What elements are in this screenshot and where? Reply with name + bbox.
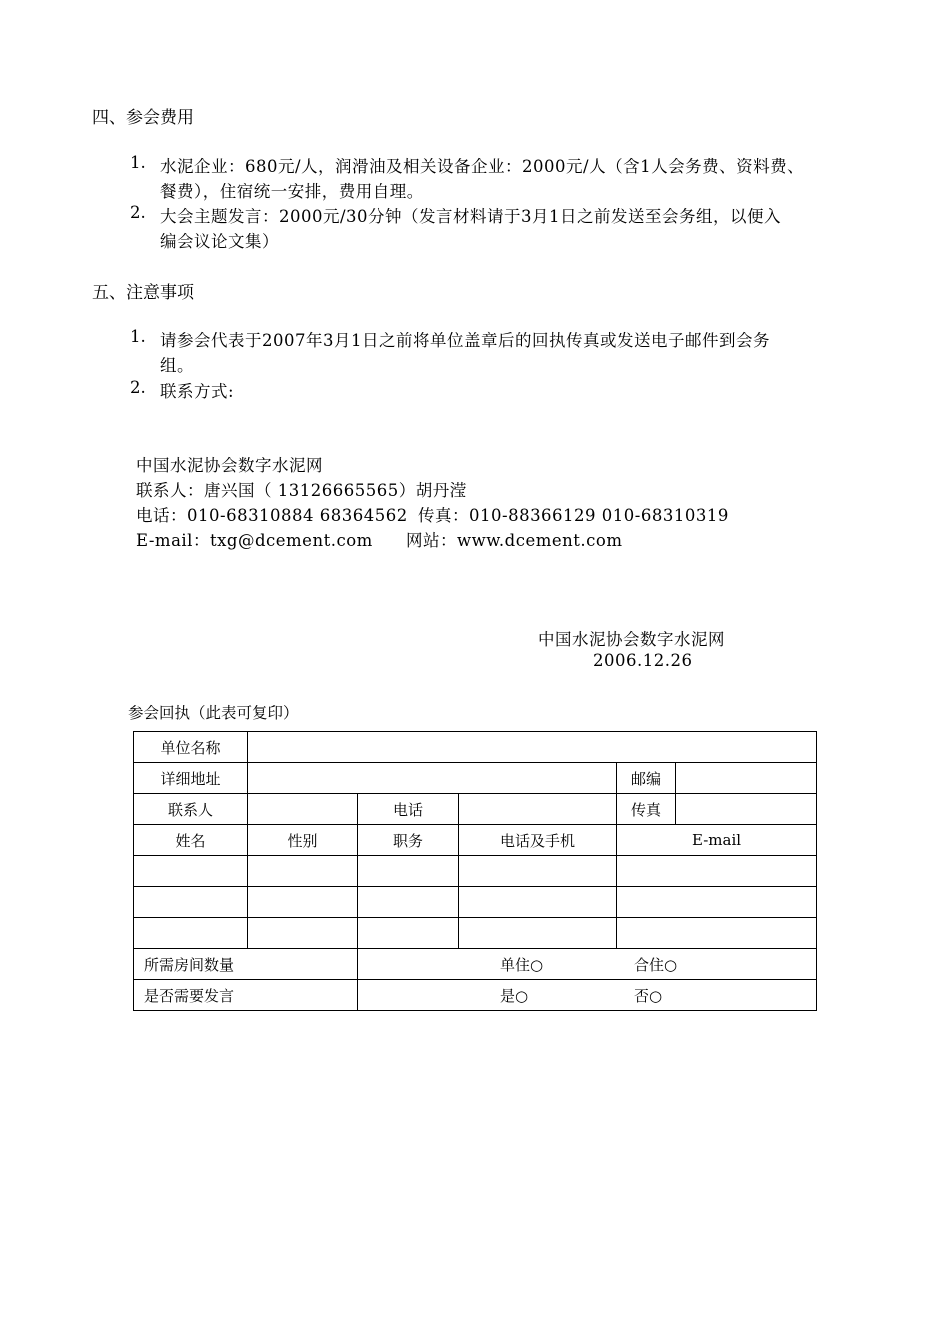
fax-field[interactable] bbox=[676, 794, 817, 825]
speech-label: 是否需要发言 bbox=[134, 980, 358, 1011]
signature-org: 中国水泥协会数字水泥网 bbox=[538, 630, 725, 649]
form-title: 参会回执（此表可复印） bbox=[128, 704, 299, 722]
contact-fax bbox=[418, 502, 729, 526]
list-item-text: 联系方式: bbox=[160, 382, 235, 401]
section-4-heading: 四、参会费用 bbox=[92, 108, 194, 128]
rooms-options bbox=[358, 949, 817, 980]
phone-field[interactable] bbox=[459, 794, 617, 825]
form-row-speech bbox=[134, 980, 817, 1011]
form-row-rooms bbox=[134, 949, 817, 980]
attendee-email-field[interactable] bbox=[617, 856, 817, 887]
list-item-text: 大会主题发言：2000元/30分钟（发言材料请于3月1日之前发送至会务组，以便入 bbox=[160, 207, 782, 226]
contact-website bbox=[406, 527, 622, 551]
attendee-gender-field[interactable] bbox=[248, 887, 358, 918]
contact-person-value: 唐兴国（ 13126665565）胡丹滢 bbox=[204, 481, 467, 500]
phone-label: 电话： bbox=[136, 506, 187, 525]
list-number: 1. bbox=[130, 327, 146, 346]
fax-label: 传真 bbox=[617, 794, 676, 825]
header-position: 职务 bbox=[358, 825, 459, 856]
list-number: 2. bbox=[130, 203, 146, 222]
attendee-phone-field[interactable] bbox=[459, 856, 617, 887]
speech-options bbox=[358, 980, 817, 1011]
address-field[interactable] bbox=[248, 763, 617, 794]
phone-label: 电话 bbox=[358, 794, 459, 825]
web-label: 网站： bbox=[406, 531, 457, 550]
room-single-option[interactable]: 单住○ bbox=[500, 955, 544, 974]
list-item-text: 组。 bbox=[160, 356, 194, 375]
attendee-email-field[interactable] bbox=[617, 918, 817, 949]
list-number: 1. bbox=[130, 153, 146, 172]
attendee-gender-field[interactable] bbox=[248, 856, 358, 887]
contact-org: 中国水泥协会数字水泥网 bbox=[136, 456, 323, 475]
attendee-phone-field[interactable] bbox=[459, 887, 617, 918]
attendee-phone-field[interactable] bbox=[459, 918, 617, 949]
contact-person-label: 联系人 bbox=[134, 794, 248, 825]
contact-person-label: 联系人： bbox=[136, 481, 204, 500]
attendee-position-field[interactable] bbox=[358, 856, 459, 887]
list-item-text: 请参会代表于2007年3月1日之前将单位盖章后的回执传真或发送电子邮件到会务 bbox=[160, 331, 770, 350]
phone-value: 010-68310884 68364562 bbox=[187, 506, 408, 525]
list-item-text: 编会议论文集） bbox=[160, 232, 279, 251]
email-value[interactable]: txg@dcement.com bbox=[209, 531, 373, 550]
attendee-gender-field[interactable] bbox=[248, 918, 358, 949]
rooms-label: 所需房间数量 bbox=[134, 949, 358, 980]
list-number: 2. bbox=[130, 378, 146, 397]
unit-name-label: 单位名称 bbox=[134, 732, 248, 763]
attendee-email-field[interactable] bbox=[617, 887, 817, 918]
header-email: E-mail bbox=[617, 825, 817, 856]
unit-name-field[interactable] bbox=[248, 732, 817, 763]
fax-value: 010-88366129 010-68310319 bbox=[469, 506, 729, 525]
attendee-row bbox=[134, 918, 817, 949]
postcode-label: 邮编 bbox=[617, 763, 676, 794]
address-label: 详细地址 bbox=[134, 763, 248, 794]
header-name: 姓名 bbox=[134, 825, 248, 856]
speech-yes-option[interactable]: 是○ bbox=[500, 986, 529, 1005]
contact-email bbox=[136, 527, 373, 551]
attendee-name-field[interactable] bbox=[134, 856, 248, 887]
email-label: E-mail： bbox=[136, 531, 210, 550]
room-shared-option[interactable]: 合住○ bbox=[634, 955, 678, 974]
attendee-row bbox=[134, 887, 817, 918]
attendee-name-field[interactable] bbox=[134, 887, 248, 918]
contact-person bbox=[136, 477, 467, 501]
header-phone-mobile: 电话及手机 bbox=[459, 825, 617, 856]
form-row-unit-name bbox=[134, 732, 817, 763]
attendee-position-field[interactable] bbox=[358, 887, 459, 918]
attendee-row bbox=[134, 856, 817, 887]
web-value[interactable]: www.dcement.com bbox=[457, 531, 623, 550]
postcode-field[interactable] bbox=[676, 763, 817, 794]
fax-label: 传真： bbox=[418, 506, 469, 525]
attendee-name-field[interactable] bbox=[134, 918, 248, 949]
form-row-contact bbox=[134, 794, 817, 825]
registration-form-table bbox=[133, 731, 817, 1011]
header-gender: 性别 bbox=[248, 825, 358, 856]
attendee-position-field[interactable] bbox=[358, 918, 459, 949]
section-5-heading: 五、注意事项 bbox=[92, 283, 194, 303]
form-row-address bbox=[134, 763, 817, 794]
list-item-text: 水泥企业：680元/人，润滑油及相关设备企业：2000元/人（含1人会务费、资料费、 bbox=[160, 157, 805, 176]
contact-person-field[interactable] bbox=[248, 794, 358, 825]
speech-no-option[interactable]: 否○ bbox=[634, 986, 663, 1005]
contact-phone bbox=[136, 502, 408, 526]
list-item-text: 餐费），住宿统一安排，费用自理。 bbox=[160, 182, 424, 201]
form-header-row bbox=[134, 825, 817, 856]
signature-date: 2006.12.26 bbox=[593, 651, 693, 670]
